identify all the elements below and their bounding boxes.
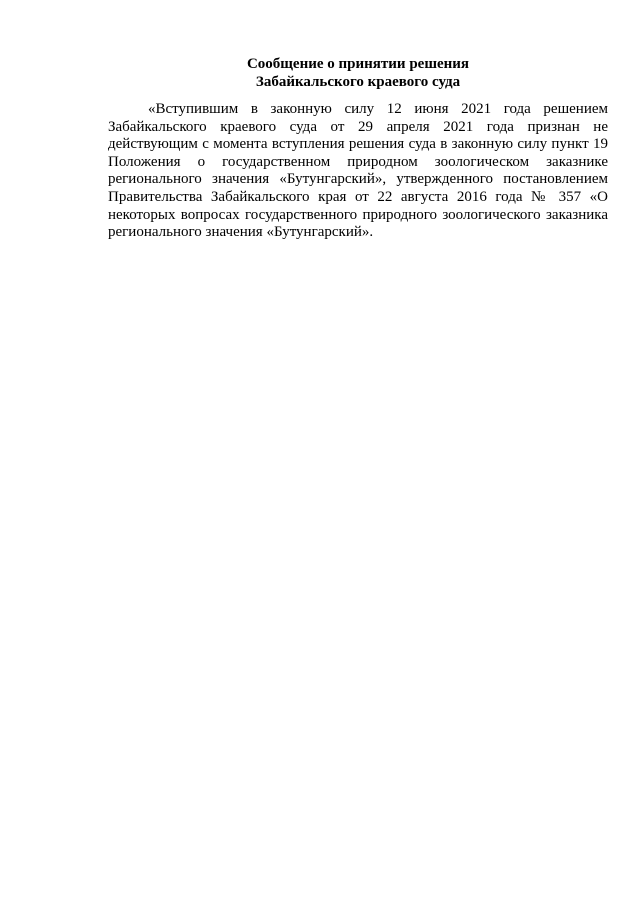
title-line-2: Забайкальского краевого суда: [255, 74, 461, 90]
title-line-1: Сообщение о принятии решения: [246, 56, 470, 72]
document-title: [108, 55, 608, 91]
document-body: «Вступившим в законную силу 12 июня 2021 года решением Забайкальского краевого суда от 29 апреля 2021 года признан не действующим с момента вступления решения суда в законную силу пункт 19 Положения о государственном природном зоологическом заказнике регионального значения «Бутунгарский», утвержденного постановлением Правительства Забайкальского края от 22 августа 2016 года № 357 «О некоторых вопросах государственного природного зоологического заказника регионального значения «Бутунгарский».: [108, 101, 608, 241]
